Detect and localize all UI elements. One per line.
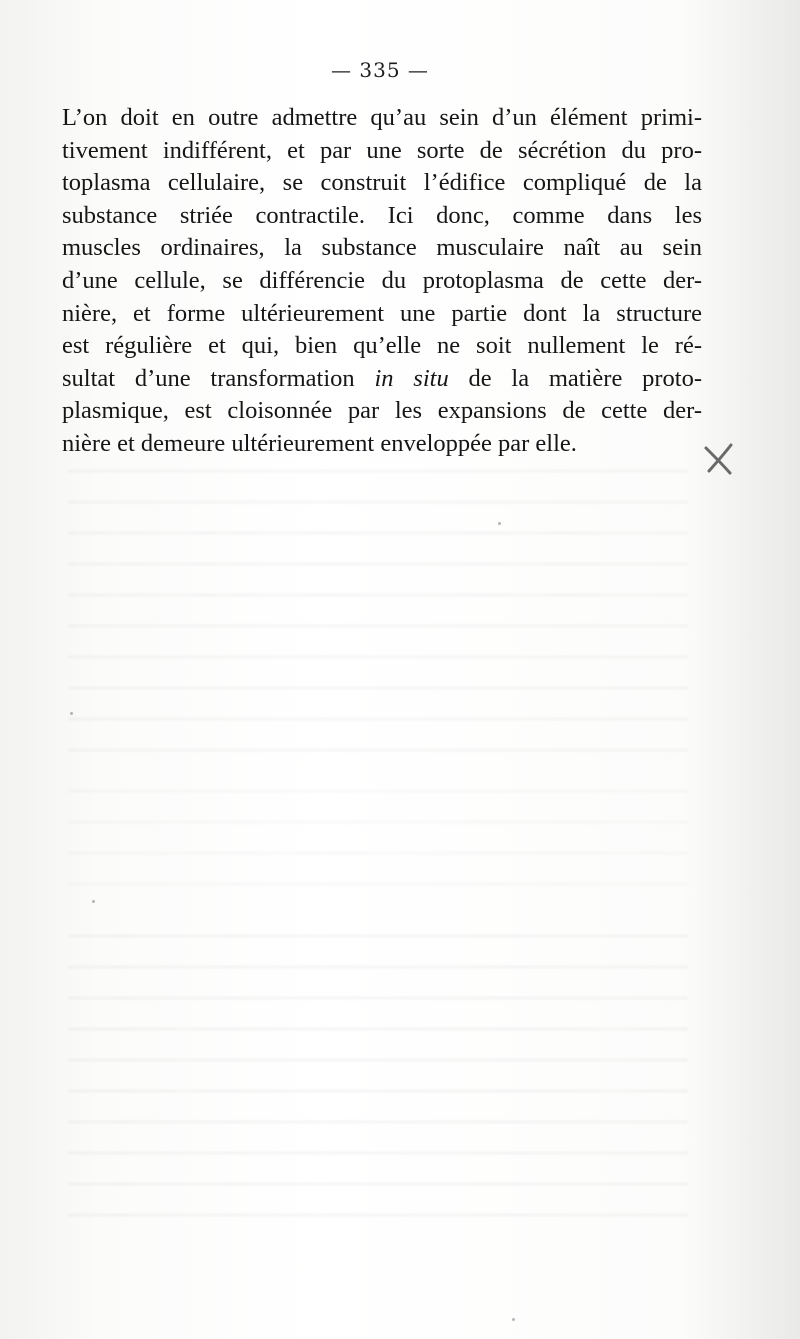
italic-term: in situ (374, 364, 449, 392)
bleed-through-text (68, 790, 688, 910)
text-line: plasmique, est cloisonnée par les expansions de cette der- (62, 397, 702, 425)
text-line: nière et demeure ultérieurement enveloppée par elle. (62, 429, 577, 457)
paper-speck (498, 522, 501, 525)
bleed-through-text (68, 935, 688, 1235)
text-line: substance striée contractile. Ici donc, comme dans les (62, 201, 702, 229)
paper-speck (92, 900, 95, 903)
paper-speck (70, 712, 73, 715)
text-line: tivement indifférent, et par une sorte de sécrétion du pro- (62, 136, 702, 164)
text-line: L’on doit en outre admettre qu’au sein d’un élément primi- (62, 104, 702, 131)
text-segment: de la matière proto- (448, 364, 702, 392)
text-line: muscles ordinaires, la substance musculaire naît au sein (62, 234, 702, 262)
text-line: toplasma cellulaire, se construit l’édifice compliqué de la (62, 169, 702, 197)
handwritten-cross-mark-icon (700, 440, 738, 478)
paper-speck (512, 1318, 515, 1321)
text-line (62, 363, 702, 396)
text-segment: sultat d’une transformation (62, 364, 375, 392)
bleed-through-text (68, 470, 688, 770)
body-paragraph (62, 102, 702, 461)
text-line: est régulière et qui, bien qu’elle ne soit nullement le ré- (62, 332, 702, 360)
text-line: d’une cellule, se différencie du protoplasma de cette der- (62, 266, 702, 294)
text-line: nière, et forme ultérieurement une partie dont la structure (62, 299, 702, 327)
page-number: — 335 — (331, 58, 429, 82)
